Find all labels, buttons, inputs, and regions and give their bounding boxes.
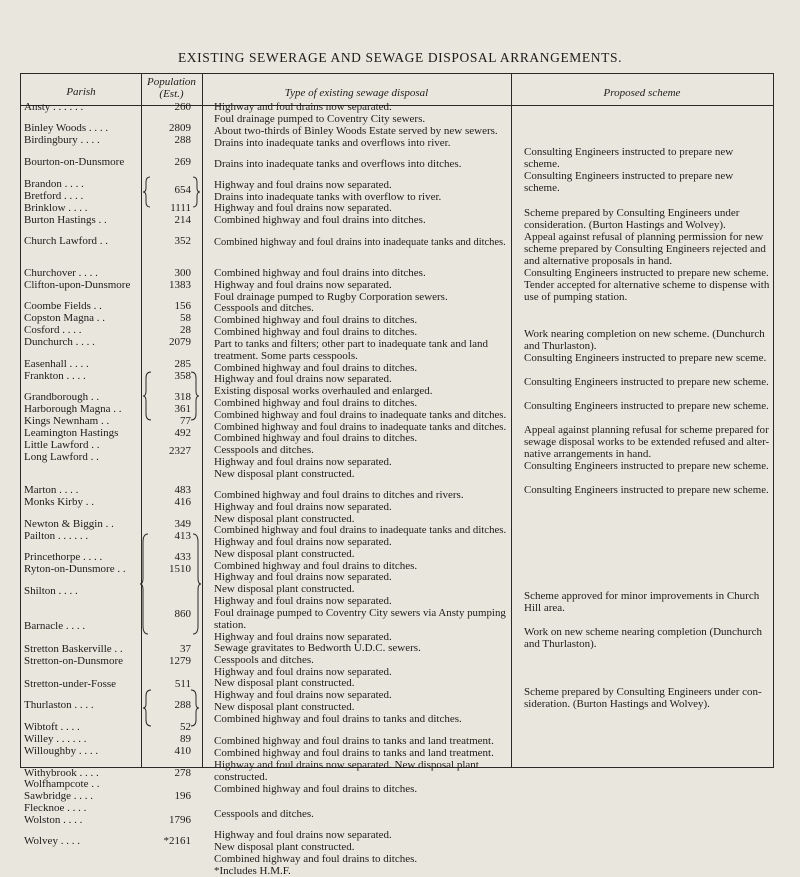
header-population-est: (Est.)	[159, 88, 184, 100]
header-type: Type of existing sewage disposal	[284, 87, 429, 99]
disposal-type: treatment. Some parts cesspools.	[214, 350, 358, 362]
parish-name: Leamington Hastings	[24, 427, 119, 439]
proposed-scheme: and alternative proposals in hand.	[524, 255, 673, 267]
proposed-scheme: scheme.	[524, 182, 560, 194]
disposal-type: Highway and foul drains now separated.	[214, 202, 392, 214]
proposed-scheme: native arrangements in hand.	[524, 448, 652, 460]
disposal-type: Highway and foul drains now separated.	[214, 101, 392, 113]
population-value: 58	[180, 312, 191, 324]
parish-name: Ansty . . . . . .	[24, 101, 84, 113]
parish-name: Coombe Fields . .	[24, 300, 102, 312]
disposal-type: Highway and foul drains now separated.	[214, 279, 392, 291]
parish-name: Marton . . . .	[24, 484, 79, 496]
disposal-type: New disposal plant constructed.	[214, 468, 355, 480]
parish-name: Church Lawford . .	[24, 235, 109, 247]
proposed-scheme: Consulting Engineers instructed to prepare new scheme.	[524, 484, 769, 496]
proposed-scheme: Work nearing completion on new scheme. (Dunchurch	[524, 328, 765, 340]
population-value: 492	[174, 427, 191, 439]
proposed-scheme: Scheme prepared by Consulting Engineers under	[524, 207, 740, 219]
parish-name: Easenhall . . . .	[24, 358, 89, 370]
parish-name: Grandborough . .	[24, 391, 100, 403]
population-value: *2161	[163, 835, 191, 847]
proposed-scheme: Scheme prepared by Consulting Engineers under con-	[524, 686, 762, 698]
population-value: 288	[174, 134, 191, 146]
parish-name: Stretton-on-Dunsmore	[24, 655, 123, 667]
parish-name: Wolfhampcote . .	[24, 778, 100, 790]
disposal-type: Combined highway and foul drains to ditches.	[214, 783, 418, 795]
population-value: 1510	[169, 563, 191, 575]
disposal-type: About two-thirds of Binley Woods Estate served by new sewers.	[214, 125, 498, 137]
proposed-scheme: Consulting Engineers instructed to prepare new scheme.	[524, 376, 769, 388]
parish-name: Burton Hastings . .	[24, 214, 107, 226]
disposal-type: New disposal plant constructed.	[214, 548, 355, 560]
proposed-scheme: scheme.	[524, 158, 560, 170]
parish-name: Wibtoft . . . .	[24, 721, 80, 733]
disposal-type: Combined highway and foul drains to tanks and ditches.	[214, 713, 462, 725]
disposal-type: New disposal plant constructed.	[214, 841, 355, 853]
disposal-type: Part to tanks and filters; other part to inadequate tank and land	[214, 338, 489, 350]
sewerage-table	[20, 73, 774, 877]
population-value: 37	[180, 643, 191, 655]
population-value: 2327	[169, 445, 191, 457]
population-value: 511	[174, 678, 191, 690]
proposed-scheme: Work on new scheme nearing completion (Dunchurch	[524, 626, 762, 638]
disposal-type: Combined highway and foul drains to inadequate tanks and ditches.	[214, 409, 507, 421]
population-value: 1796	[169, 814, 191, 826]
disposal-type: Combined highway and foul drains to ditches.	[214, 314, 418, 326]
population-value: 2809	[169, 122, 191, 134]
proposed-scheme: use of pumping station.	[524, 291, 628, 303]
parish-name: Bretford . . . .	[24, 190, 84, 202]
parish-name: Willey . . . . . .	[24, 733, 87, 745]
population-value: 349	[174, 518, 191, 530]
proposed-scheme: Consulting Engineers instructed to prepare new scheme.	[524, 460, 769, 472]
population-value: 433	[174, 551, 191, 563]
disposal-type: Drains into inadequate tanks and overflows into ditches.	[214, 158, 462, 170]
population-value: 1111	[170, 202, 191, 214]
parish-name: Stretton-under-Fosse	[24, 678, 117, 690]
proposed-scheme: Scheme approved for minor improvements in Church	[524, 590, 760, 602]
parish-name: Barnacle . . . .	[24, 620, 86, 632]
header-divider	[21, 105, 773, 106]
proposed-scheme: Consulting Engineers instructed to prepare new sceme.	[524, 352, 767, 364]
parish-name: Stretton Baskerville . .	[24, 643, 123, 655]
parish-name: Wolvey . . . .	[24, 835, 80, 847]
population-value: 278	[174, 767, 191, 779]
disposal-type: Cesspools and ditches.	[214, 444, 314, 456]
disposal-type: Drains into inadequate tanks with overflow to river.	[214, 191, 442, 203]
disposal-type: Highway and foul drains now separated.	[214, 631, 392, 643]
population-value: 1279	[169, 655, 191, 667]
disposal-type: Combined highway and foul drains to ditches.	[214, 326, 418, 338]
disposal-type: Highway and foul drains now separated.	[214, 689, 392, 701]
disposal-type: Cesspools and ditches.	[214, 808, 314, 820]
population-value: 269	[174, 156, 191, 168]
proposed-scheme: sideration. (Burton Hastings and Wolvey).	[524, 698, 710, 710]
parish-name: Bourton-on-Dunsmore	[24, 156, 125, 168]
parish-name: Pailton . . . . . .	[24, 530, 89, 542]
proposed-scheme: sewage disposal works to be extended refused and alter-	[524, 436, 770, 448]
parish-name: Monks Kirby . .	[24, 496, 94, 508]
parish-name: Thurlaston . . . .	[24, 699, 94, 711]
parish-name: Birdingbury . . . .	[24, 134, 100, 146]
population-value: 416	[174, 496, 191, 508]
parish-name: Willoughby . . . .	[24, 745, 99, 757]
population-value: 285	[174, 358, 191, 370]
disposal-type: station.	[214, 619, 247, 631]
proposed-scheme: scheme prepared by Consulting Engineers rejected and	[524, 243, 766, 255]
disposal-type: New disposal plant constructed.	[214, 583, 355, 595]
population-value: 352	[174, 235, 191, 247]
parish-name: Churchover . . . .	[24, 267, 98, 279]
parish-name: Shilton . . . .	[24, 585, 78, 597]
parish-name: Cosford . . . .	[24, 324, 82, 336]
population-value: 654	[174, 184, 191, 196]
population-value: 89	[180, 733, 191, 745]
disposal-type: Highway and foul drains now separated.	[214, 536, 392, 548]
disposal-type: New disposal plant constructed.	[214, 513, 355, 525]
disposal-type: Combined highway and foul drains into inadequate tanks and ditches.	[214, 236, 506, 248]
disposal-type: Combined highway and foul drains to ditches.	[214, 560, 418, 572]
population-value: 77	[180, 415, 191, 427]
disposal-type: Foul drainage pumped to Coventry City sewers.	[214, 113, 426, 125]
parish-name: Brinklow . . . .	[24, 202, 88, 214]
disposal-type: New disposal plant constructed.	[214, 701, 355, 713]
parish-name: Copston Magna . .	[24, 312, 105, 324]
population-value: 318	[174, 391, 191, 403]
disposal-type: Combined highway and foul drains to inadequate tanks and ditches.	[214, 421, 507, 433]
proposed-scheme: Appeal against planning refusal for scheme prepared for	[524, 424, 769, 436]
parish-name: Clifton-upon-Dunsmore	[24, 279, 131, 291]
disposal-type: Highway and foul drains now separated.	[214, 571, 392, 583]
parish-name: Binley Woods . . . .	[24, 122, 109, 134]
parish-name: Harborough Magna . .	[24, 403, 122, 415]
disposal-type: constructed.	[214, 771, 268, 783]
disposal-type: Highway and foul drains now separated.	[214, 595, 392, 607]
disposal-type: Cesspools and ditches.	[214, 654, 314, 666]
population-value: 2079	[169, 336, 191, 348]
disposal-type: Foul drainage pumped to Rugby Corporation sewers.	[214, 291, 448, 303]
proposed-scheme: and Thurlaston).	[524, 638, 597, 650]
disposal-type: Highway and foul drains now separated.	[214, 829, 392, 841]
proposed-scheme: Consulting Engineers instructed to prepare new scheme.	[524, 267, 769, 279]
disposal-type: Combined highway and foul drains to ditches.	[214, 432, 418, 444]
disposal-type: Highway and foul drains now separated.	[214, 179, 392, 191]
proposed-scheme: Hill area.	[524, 602, 565, 614]
population-value: 300	[174, 267, 191, 279]
proposed-scheme: Tender accepted for alternative scheme to dispense with	[524, 279, 770, 291]
parish-name: Long Lawford . .	[24, 451, 99, 463]
parish-name: Sawbridge . . . .	[24, 790, 94, 802]
disposal-type: Highway and foul drains now separated.	[214, 373, 392, 385]
disposal-type: Combined highway and foul drains into ditches.	[214, 214, 426, 226]
disposal-type: Combined highway and foul drains to inadequate tanks and ditches.	[214, 524, 507, 536]
disposal-type: Foul drainage pumped to Coventry City sewers via Ansty pumping	[214, 607, 506, 619]
disposal-type: Combined highway and foul drains to ditches.	[214, 362, 418, 374]
disposal-type: Combined highway and foul drains into ditches.	[214, 267, 426, 279]
parish-name: Kings Newnham . .	[24, 415, 110, 427]
proposed-scheme: Appeal against refusal of planning permission for new	[524, 231, 764, 243]
population-value: 156	[174, 300, 191, 312]
disposal-type: Combined highway and foul drains to tanks and land treatment.	[214, 735, 494, 747]
proposed-scheme: consideration. (Burton Hastings and Wolvey).	[524, 219, 726, 231]
disposal-type: *Includes H.M.F.	[214, 865, 291, 877]
disposal-type: Highway and foul drains now separated.	[214, 666, 392, 678]
proposed-scheme: and Thurlaston).	[524, 340, 597, 352]
column-divider-type	[511, 74, 512, 767]
parish-name: Newton & Biggin . .	[24, 518, 114, 530]
proposed-scheme: Consulting Engineers instructed to prepare new	[524, 170, 734, 182]
population-value: 410	[174, 745, 191, 757]
parish-name: Dunchurch . . . .	[24, 336, 95, 348]
parish-name: Brandon . . . .	[24, 178, 84, 190]
parish-name: Flecknoe . . . .	[24, 802, 87, 814]
population-value: 413	[174, 530, 191, 542]
header-parish: Parish	[66, 86, 96, 98]
parish-name: Ryton-on-Dunsmore . .	[24, 563, 126, 575]
population-value: 214	[174, 214, 191, 226]
disposal-type: Sewage gravitates to Bedworth U.D.C. sewers.	[214, 642, 421, 654]
parish-name: Withybrook . . . .	[24, 767, 99, 779]
population-value: 288	[174, 699, 191, 711]
disposal-type: Highway and foul drains now separated. New disposal plant	[214, 759, 479, 771]
proposed-scheme: Consulting Engineers instructed to prepare new	[524, 146, 734, 158]
disposal-type: Highway and foul drains now separated.	[214, 501, 392, 513]
disposal-type: New disposal plant constructed.	[214, 677, 355, 689]
population-value: 52	[180, 721, 191, 733]
disposal-type: Drains into inadequate tanks and overflows into river.	[214, 137, 451, 149]
disposal-type: Combined highway and foul drains to ditches.	[214, 397, 418, 409]
population-value: 260	[174, 101, 191, 113]
disposal-type: Existing disposal works overhauled and enlarged.	[214, 385, 433, 397]
header-population	[141, 76, 202, 100]
parish-name: Princethorpe . . . .	[24, 551, 103, 563]
document-title: EXISTING SEWERAGE AND SEWAGE DISPOSAL ARRANGEMENTS.	[177, 50, 623, 65]
population-value: 483	[174, 484, 191, 496]
parish-name: Little Lawford . .	[24, 439, 100, 451]
parish-name: Wolston . . . .	[24, 814, 83, 826]
population-value: 196	[174, 790, 191, 802]
disposal-type: Combined highway and foul drains to tanks and land treatment.	[214, 747, 494, 759]
column-divider-parish	[141, 74, 142, 767]
population-value: 860	[174, 608, 191, 620]
column-divider-population	[202, 74, 203, 767]
population-value: 28	[180, 324, 191, 336]
disposal-type: Combined highway and foul drains to ditches.	[214, 853, 418, 865]
header-population-label: Population	[147, 76, 196, 88]
disposal-type: Highway and foul drains now separated.	[214, 456, 392, 468]
parish-name: Frankton . . . .	[24, 370, 86, 382]
header-proposed: Proposed scheme	[603, 87, 681, 99]
population-value: 1383	[169, 279, 191, 291]
disposal-type: Combined highway and foul drains to ditches and rivers.	[214, 489, 464, 501]
population-value: 358	[174, 370, 191, 382]
population-value: 361	[174, 403, 191, 415]
proposed-scheme: Consulting Engineers instructed to prepare new scheme.	[524, 400, 769, 412]
disposal-type: Cesspools and ditches.	[214, 302, 314, 314]
